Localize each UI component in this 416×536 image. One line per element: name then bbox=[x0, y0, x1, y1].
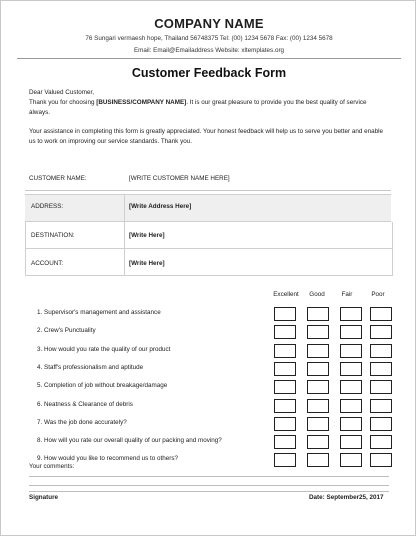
destination-value[interactable]: [Write Here] bbox=[129, 232, 165, 239]
company-address: 76 Sungari vermaesh hope, Thailand 56748375 Tel: (00) 1234 5678 Fax: (00) 1234 5678 bbox=[85, 35, 333, 42]
question-text: 1. Supervisor's management and assistance bbox=[37, 309, 161, 316]
rating-checkbox-poor[interactable] bbox=[370, 399, 392, 413]
rating-checkbox-fair[interactable] bbox=[340, 362, 362, 376]
rating-checkbox-fair[interactable] bbox=[340, 399, 362, 413]
rating-header-poor: Poor bbox=[371, 291, 385, 298]
form-title: Customer Feedback Form bbox=[131, 66, 287, 80]
rating-checkbox-excellent[interactable] bbox=[274, 380, 296, 394]
rating-checkbox-good[interactable] bbox=[307, 325, 329, 339]
address-value[interactable]: [Write Address Here] bbox=[129, 203, 192, 210]
intro-paragraph bbox=[29, 98, 389, 117]
question-text: 9. How would you like to recommend us to others? bbox=[37, 455, 179, 463]
rating-checkbox-poor[interactable] bbox=[370, 362, 392, 376]
rating-checkbox-fair[interactable] bbox=[340, 380, 362, 394]
rating-checkbox-excellent[interactable] bbox=[274, 399, 296, 413]
account-value[interactable]: [Write Here] bbox=[129, 260, 165, 267]
business-name-placeholder: [BUSINESS/COMPANY NAME] bbox=[96, 99, 187, 106]
rating-checkbox-fair[interactable] bbox=[340, 435, 362, 449]
rating-checkbox-good[interactable] bbox=[307, 435, 329, 449]
rating-checkbox-excellent[interactable] bbox=[274, 325, 296, 339]
rating-checkbox-excellent[interactable] bbox=[274, 362, 296, 376]
rating-checkbox-good[interactable] bbox=[307, 362, 329, 376]
rating-checkbox-good[interactable] bbox=[307, 344, 329, 358]
rating-checkbox-good[interactable] bbox=[307, 399, 329, 413]
rating-checkbox-poor[interactable] bbox=[370, 380, 392, 394]
intro-text-start: Thank you for choosing bbox=[29, 99, 97, 106]
date-label: Date: September25, 2017 bbox=[309, 494, 384, 501]
rating-header-good: Good bbox=[309, 291, 325, 298]
rating-checkbox-excellent[interactable] bbox=[274, 435, 296, 449]
rating-checkbox-excellent[interactable] bbox=[274, 453, 296, 467]
rating-checkbox-poor[interactable] bbox=[370, 435, 392, 449]
question-text: 7. Was the job done accurately? bbox=[37, 418, 127, 426]
rating-checkbox-good[interactable] bbox=[307, 453, 329, 467]
rating-checkbox-poor[interactable] bbox=[370, 453, 392, 467]
account-label: ACCOUNT: bbox=[31, 260, 64, 267]
intro-text-end: . It is our great pleasure to provide you the best quality of service always. bbox=[29, 99, 367, 116]
rating-checkbox-good[interactable] bbox=[307, 417, 329, 431]
destination-row bbox=[25, 222, 393, 249]
rating-checkbox-fair[interactable] bbox=[340, 344, 362, 358]
comment-line-1[interactable] bbox=[29, 476, 389, 477]
customer-name-label: CUSTOMER NAME: bbox=[29, 175, 87, 182]
comment-line-2[interactable] bbox=[29, 485, 389, 486]
company-name: COMPANY NAME bbox=[154, 16, 264, 31]
question-text: 3. How would you rate the quality of our product bbox=[37, 345, 171, 353]
question-text: 4. Staff's professionalism and aptitude bbox=[37, 363, 144, 371]
comment-line-3[interactable] bbox=[29, 491, 389, 492]
rating-checkbox-excellent[interactable] bbox=[274, 307, 296, 321]
assistance-paragraph: Your assistance in completing this form is greatly appreciated. Your honest feedback will help us to serve you better and enable us to work on improving our service standards. Thank you. bbox=[29, 128, 384, 145]
address-label: ADDRESS: bbox=[31, 203, 64, 210]
rating-checkbox-good[interactable] bbox=[307, 380, 329, 394]
rating-checkbox-fair[interactable] bbox=[340, 417, 362, 431]
question-text: 5. Completion of job without breakage/damage bbox=[37, 382, 168, 390]
rating-checkbox-poor[interactable] bbox=[370, 417, 392, 431]
question-text: 8. How will you rate our overall quality of our packing and moving? bbox=[37, 437, 222, 445]
rating-header-excellent: Excellent bbox=[273, 291, 299, 298]
rating-checkbox-excellent[interactable] bbox=[274, 344, 296, 358]
rating-checkbox-poor[interactable] bbox=[370, 344, 392, 358]
account-row bbox=[25, 249, 393, 276]
rating-checkbox-poor[interactable] bbox=[370, 307, 392, 321]
rating-checkbox-fair[interactable] bbox=[340, 325, 362, 339]
header-divider bbox=[17, 58, 401, 59]
address-divider bbox=[124, 194, 125, 222]
customer-name-value[interactable]: [WRITE CUSTOMER NAME HERE] bbox=[129, 175, 230, 182]
destination-label: DESTINATION: bbox=[31, 232, 75, 239]
rating-checkbox-fair[interactable] bbox=[340, 453, 362, 467]
question-text: 2. Crew's Punctuality bbox=[37, 327, 96, 335]
question-text: 6. Neatness & Clearance of debris bbox=[37, 400, 133, 408]
rating-checkbox-poor[interactable] bbox=[370, 325, 392, 339]
address-row bbox=[25, 194, 391, 222]
destination-divider bbox=[124, 222, 125, 249]
rating-header-fair: Fair bbox=[341, 291, 353, 298]
greeting: Dear Valued Customer, bbox=[29, 89, 94, 96]
rating-checkbox-excellent[interactable] bbox=[274, 417, 296, 431]
comments-label: Your comments: bbox=[29, 463, 75, 470]
signature-label: Signature bbox=[29, 494, 59, 501]
rating-checkbox-good[interactable] bbox=[307, 307, 329, 321]
rating-checkbox-fair[interactable] bbox=[340, 307, 362, 321]
company-contact: Email: Email@Emailaddress Website: xltemplates.org bbox=[133, 47, 285, 54]
account-divider bbox=[124, 249, 125, 276]
